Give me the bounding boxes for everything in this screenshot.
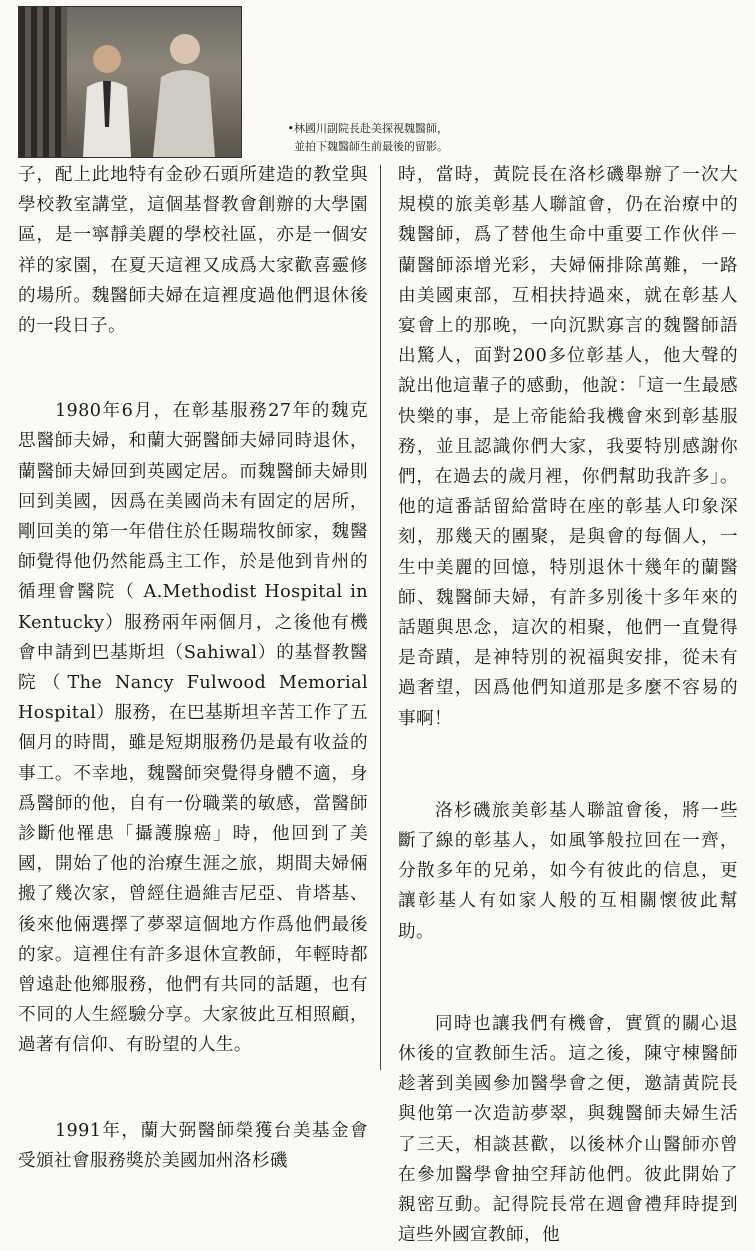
person-right-figure: [149, 27, 219, 157]
left-paragraph-3: 1991年，蘭大弼醫師榮獲台美基金會受頒社會服務獎於美國加州洛杉磯: [18, 1120, 368, 1171]
right-paragraph-2: 洛杉磯旅美彰基人聯誼會後，將一些斷了線的彰基人，如風箏般拉回在一齊，分散多年的兄弟，如今有彼此的信息，更讓彰基人有如家人般的互相關懷彼此幫助。: [398, 800, 738, 942]
right-column: [398, 160, 738, 1251]
caption-line-2: 並拍下魏醫師生前最後的留影。: [294, 140, 448, 153]
curtain-decoration: [19, 7, 67, 157]
caption-line-1: •林國川副院長赴美探視魏醫師，: [287, 122, 448, 135]
column-divider: [380, 165, 381, 1070]
right-paragraph-3: 同時也讓我們有機會，實質的關心退休後的宣教師生活。這之後，陳守棟醫師趁著到美國參加醫學會之便，邀請黃院長與他第一次造訪夢翠，與魏醫師夫婦生活了三天，相談甚歡，以後林介山醫師亦曾在參加醫學會抽空拜訪他們。彼此開始了親密互動。記得院長常在週會禮拜時提到這些外國宣教師，他: [398, 1013, 738, 1246]
photo-caption: [248, 120, 448, 156]
person-left-figure: [77, 37, 137, 157]
photo: [18, 6, 242, 158]
left-paragraph-2: 1980年6月，在彰基服務27年的魏克思醫師夫婦，和蘭大弼醫師夫婦同時退休，蘭醫師夫婦回到英國定居。而魏醫師夫婦則回到美國，因爲在美國尚未有固定的居所，剛回美的第一年借住於任賜瑞牧師家，魏醫師覺得他仍然能爲主工作，於是他到肯州的循理會醫院（ A.Methodist Hospital in Kentucky）服務兩年兩個月，之後他有機會申請到巴基斯坦（Sahiwal）的基督教醫院（The Nancy Fulwood Memorial Hospital）服務，在巴基斯坦辛苦工作了五個月的時間，雖是短期服務仍是最有收益的事工。不幸地，魏醫師突覺得身體不適，身爲醫師的他，自有一份職業的敏感，當醫師診斷他罹患「攝護腺癌」時，他回到了美國，開始了他的治療生涯之旅，期間夫婦倆搬了幾次家，曾經住過維吉尼亞、肯塔基、後來他倆選擇了夢翠這個地方作爲他們最後的家。這裡住有許多退休宣教師，年輕時都曾遠赴他鄉服務，他們有共同的話題，也有不同的人生經驗分享。大家彼此互相照顧，過著有信仰、有盼望的人生。: [18, 401, 368, 1056]
right-paragraph-1: 時，當時，黃院長在洛杉磯舉辦了一次大規模的旅美彰基人聯誼會，仍在治療中的魏醫師，爲了替他生命中重要工作伙伴－蘭醫師添增光彩，夫婦倆排除萬難，一路由美國東部，互相扶持過來，就在彰基人宴會上的那晚，一向沉默寡言的魏醫師語出驚人，面對200多位彰基人，他大聲的說出他這輩子的感動，他說：「這一生最感快樂的事，是上帝能給我機會來到彰基服務，並且認識你們大家，我要特別感謝你們，在過去的歲月裡，你們幫助我許多」。他的這番話留給當時在座的彰基人印象深刻，那幾天的團聚，是與會的每個人，一生中美麗的回憶，特別退休十幾年的蘭醫師、魏醫師夫婦，有許多別後十多年來的話題與思念，這次的相聚，他們一直覺得是奇蹟，是神特別的祝福與安排，從未有過奢望，因爲他們知道那是多麼不容易的事啊！: [398, 165, 738, 729]
left-paragraph-1: 子，配上此地特有金砂石頭所建造的教堂與學校教室講堂，這個基督教會創辦的大學園區，是一寧靜美麗的學校社區，亦是一個安祥的家園，在夏天這裡又成爲大家歡喜靈修的場所。魏醫師夫婦在這裡度過他們退休後的一段日子。: [18, 165, 368, 337]
left-column: [18, 160, 368, 1176]
